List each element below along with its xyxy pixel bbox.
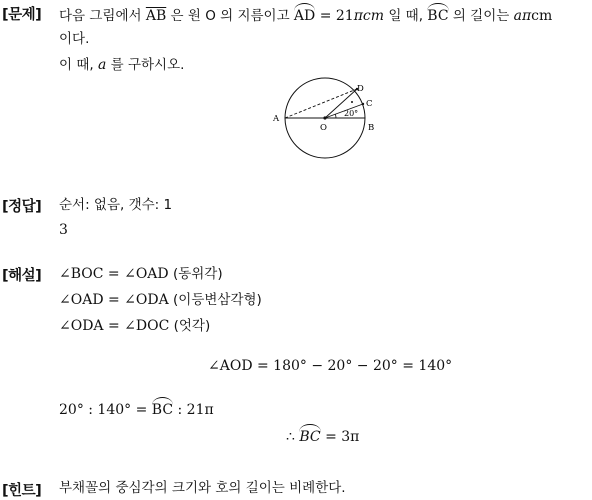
segment-ab: $\overline{AB}$ <box>145 8 167 24</box>
marker-dot <box>351 101 353 103</box>
answer-line-1: 순서: 없음, 갯수: 1 <box>59 197 173 213</box>
label-o: O <box>320 123 327 133</box>
explanation-label: [해설] <box>2 268 42 284</box>
arc-ad: AD <box>294 4 315 25</box>
problem-line-2: 이다. <box>59 31 90 47</box>
hint-label: [힌트] <box>2 483 42 499</box>
answer-line-2: 3 <box>59 222 68 238</box>
problem-label: [문제] <box>2 7 42 23</box>
explanation-result: ∴ BC = 3π <box>286 425 359 446</box>
angle-arc <box>335 114 336 118</box>
arc-bc-ratio: BC <box>152 398 173 419</box>
problem-line-3: 이 때, a 를 구하시오. <box>59 57 185 73</box>
arc-bc-result: BC <box>299 425 320 446</box>
label-b: B <box>368 123 375 133</box>
label-d: D <box>357 84 364 94</box>
point-c <box>362 103 364 105</box>
explanation-line-1: ∠BOC = ∠OAD (동위각) <box>59 266 223 282</box>
center-point <box>323 116 326 119</box>
circle-diagram <box>270 74 380 164</box>
label-angle: 20° <box>344 109 359 118</box>
explanation-line-2: ∠OAD = ∠ODA (이등변삼각형) <box>59 292 262 308</box>
problem-line-1: 다음 그림에서 $\overline{AB}$ 은 원 O 의 지름이고 AD = 21πcm 일 때, BC 의 길이는 aπcm <box>59 4 552 25</box>
explanation-line-3: ∠ODA = ∠DOC (엇각) <box>59 318 211 334</box>
arc-bc: BC <box>427 4 448 25</box>
label-c: C <box>366 99 373 109</box>
explanation-equation: ∠AOD = 180° − 20° − 20° = 140° <box>208 358 453 374</box>
label-a: A <box>273 114 280 124</box>
answer-label: [정답] <box>2 199 42 215</box>
hint-text: 부채꼴의 중심각의 크기와 호의 길이는 비례한다. <box>59 480 346 496</box>
explanation-ratio: 20° : 140° = BC : 21π <box>59 398 214 419</box>
